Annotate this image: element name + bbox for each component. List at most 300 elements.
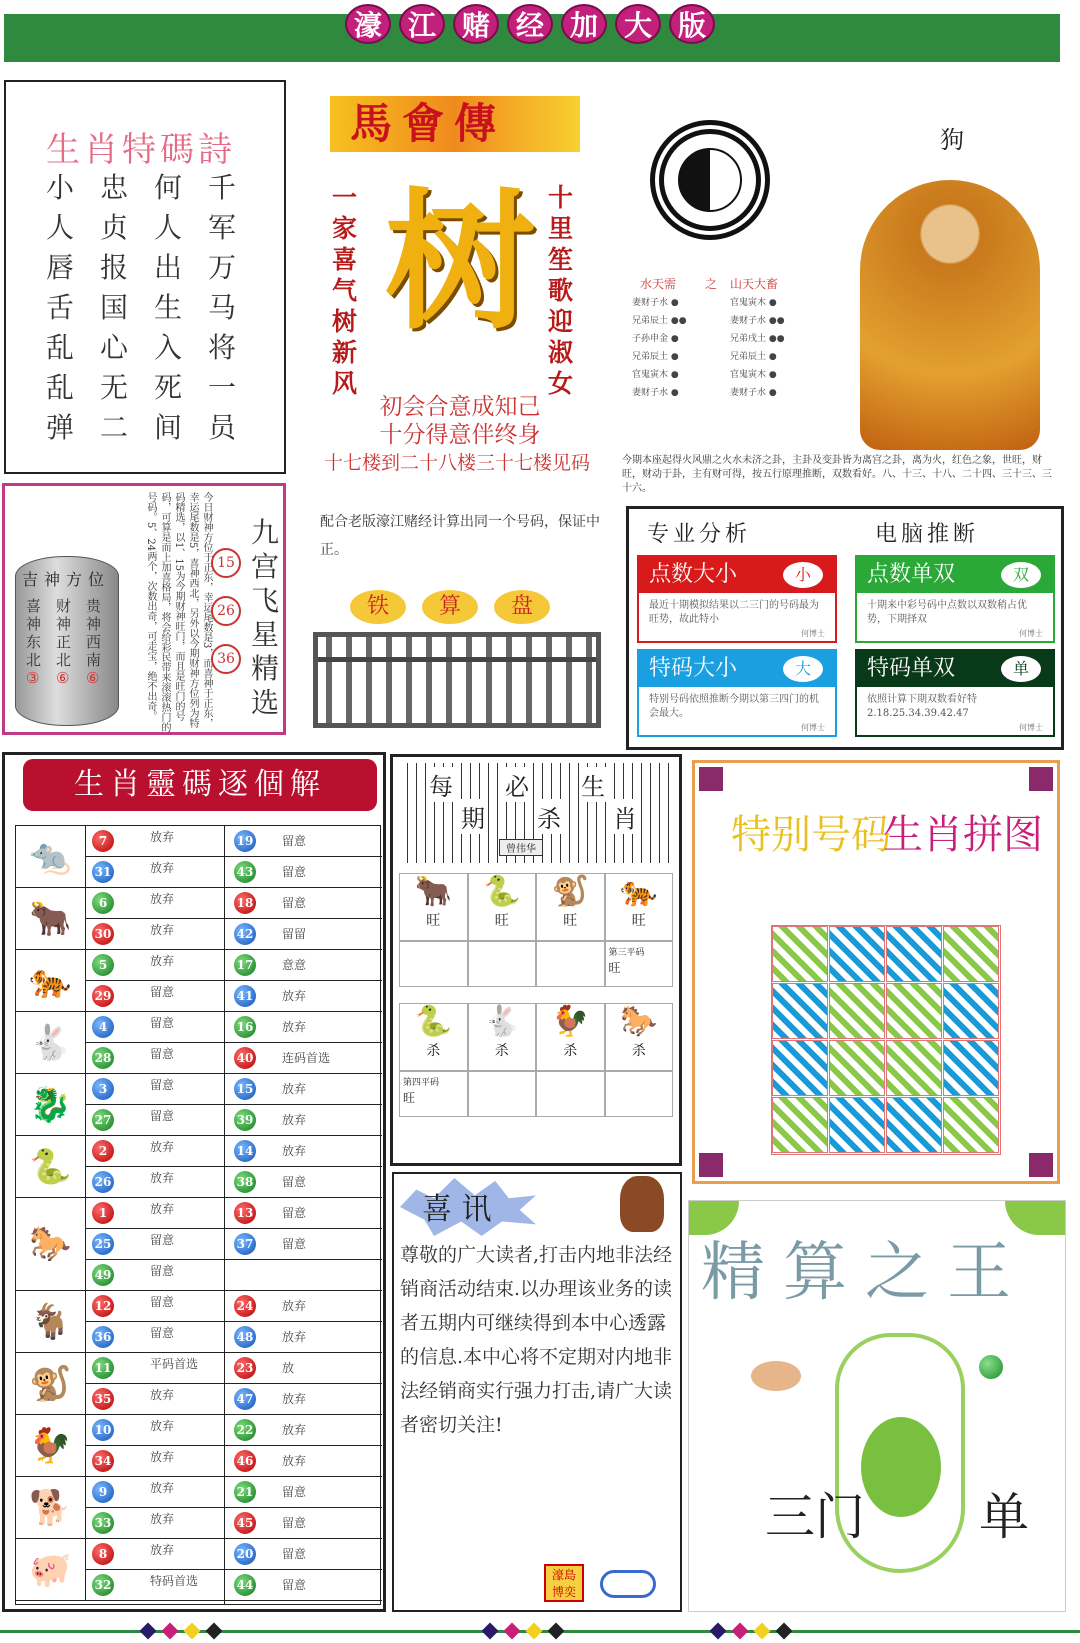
footer-dot-icon: [162, 1623, 179, 1640]
hexagram-heading-mid: 之: [705, 277, 718, 291]
jiugong-box: [2, 483, 286, 735]
poem-char: 人: [153, 211, 182, 244]
poem-char: 唇: [45, 251, 74, 284]
panel-body: 最近十期模拟结果以二三门的号码最为旺势，故此特小: [649, 600, 819, 625]
zodiac-status: 放弃: [150, 861, 175, 875]
panel-badge: 双: [1001, 562, 1041, 588]
zodiac-status: 放弃: [150, 1171, 175, 1185]
poem-char: 报: [99, 251, 128, 284]
zodiac-title: 生肖靈碼逐個解: [23, 759, 377, 811]
zodiac-status: 放弃: [150, 1388, 175, 1402]
number-ball: 28: [92, 1047, 114, 1069]
panel-badge: 大: [783, 656, 823, 682]
puzzle-grid: [771, 925, 1001, 1155]
jingsuan-box: [688, 1200, 1066, 1612]
zodiac-status: 留意: [150, 1233, 175, 1247]
animal-icon: 🐐: [16, 1291, 86, 1353]
puzzle-tile: [943, 1097, 999, 1153]
green-ball-icon: [979, 1355, 1003, 1379]
table-row: [86, 1383, 382, 1384]
number-ball: 32: [92, 1574, 114, 1596]
analysis-panel-head: [639, 557, 835, 593]
hexagram-row: 妻财子水 ●: [632, 388, 679, 398]
mahui-right-verse: 十里笙歌迎淑女: [548, 183, 574, 398]
puzzle-tile: [943, 926, 999, 982]
mqbs-mark: 旺: [563, 913, 578, 929]
animal-icon: 🐓: [551, 1004, 589, 1039]
puzzle-tile: [943, 983, 999, 1039]
animal-icon: 🐍: [16, 1136, 86, 1198]
number-ball: 29: [92, 985, 114, 1007]
mqbs-bottom-char: 肖: [611, 799, 639, 834]
mahui-big-char: 树: [384, 174, 535, 350]
number-ball: 31: [92, 861, 114, 883]
puzzle-tile: [886, 926, 942, 982]
zodiac-status: 留意: [282, 1547, 307, 1561]
number-ball: 33: [92, 1512, 114, 1534]
number-ball: 38: [234, 1171, 256, 1193]
animal-icon: 🐒: [16, 1353, 86, 1415]
panel-badge: 单: [1001, 656, 1041, 682]
number-ball: 1: [92, 1202, 114, 1224]
puzzle-tile: [829, 926, 885, 982]
mqbs-mark: 旺: [494, 913, 509, 929]
suanpan-label: 算: [422, 590, 478, 624]
animal-icon: 🐂: [16, 888, 86, 950]
number-ball: 22: [234, 1419, 256, 1441]
panel-sig: 何博士: [1019, 629, 1043, 638]
hexagram-row: 兄弟戌土 ●●: [730, 334, 785, 344]
sage-figure: [860, 180, 1040, 450]
hexagram-row: 妻财子水 ●: [632, 298, 679, 308]
suanpan-note: 配合老版濠江赌经计算出同一个号码，保证中正。: [320, 514, 600, 558]
suanpan-labels: [350, 590, 570, 630]
number-ball: 23: [234, 1357, 256, 1379]
puzzle-tile: [829, 1040, 885, 1096]
mqbs-mark: 旺: [426, 913, 441, 929]
hexagram-heading-right: 山天大畜: [730, 277, 779, 291]
cylinder-top: 吉神方位: [22, 570, 111, 589]
puzzle-box: [692, 760, 1060, 1184]
panel-heading: 点数大小: [649, 562, 738, 587]
mqbs-cell: [605, 1003, 674, 1071]
poem-char: 无: [99, 371, 128, 404]
panel-sig: 何博士: [801, 723, 825, 732]
zodiac-status: 放弃: [282, 1020, 307, 1034]
table-row: [86, 1011, 382, 1012]
hexagram-row: 官鬼寅木 ●: [632, 370, 679, 380]
number-ball: 35: [92, 1388, 114, 1410]
table-row: [86, 1445, 382, 1446]
panel-heading: 特码大小: [649, 656, 738, 681]
animal-icon: 🐎: [16, 1198, 86, 1291]
puzzle-tile: [886, 1097, 942, 1153]
mqbs-note-val: 旺: [403, 1091, 416, 1105]
animal-icon: 🐎: [620, 1004, 658, 1039]
table-row: [86, 1197, 382, 1198]
mqbs-cell: [399, 1003, 468, 1071]
analysis-panel-head: [857, 651, 1053, 687]
poem-char: 万: [207, 251, 236, 284]
puzzle-corner-br: [1029, 1153, 1053, 1177]
mqbs-cell: [399, 941, 468, 987]
zodiac-status: 留意: [150, 1047, 175, 1061]
mqbs-mark: 杀: [563, 1043, 578, 1059]
jiugong-numbers: [211, 548, 245, 688]
zodiac-status: 留意: [282, 1175, 307, 1189]
poem-char: 舌: [45, 291, 74, 324]
table-row: [86, 949, 382, 950]
table-row: [86, 1259, 382, 1260]
xixun-box: [392, 1172, 682, 1612]
hexagram-row: 兄弟辰土 ●: [632, 352, 679, 362]
mqbs-mark: 旺: [631, 913, 646, 929]
footer-dot-icon: [548, 1623, 565, 1640]
mqbs-cell: [468, 873, 537, 941]
poem-char: 出: [153, 251, 182, 284]
xixun-stamp: 濠島 博奕: [544, 1564, 584, 1602]
poem-column: [94, 166, 134, 446]
zodiac-status: 放弃: [282, 1113, 307, 1127]
zodiac-status: 放弃: [150, 830, 175, 844]
xixun-logo-icon: [600, 1570, 656, 1598]
zodiac-status: 留意: [150, 1326, 175, 1340]
analysis-panel-head: [639, 651, 835, 687]
poem-char: 乱: [45, 371, 74, 404]
poem-char: 国: [99, 291, 128, 324]
poem-char: 死: [153, 371, 182, 404]
zodiac-status: 放弃: [282, 1330, 307, 1344]
number-ball: 26: [92, 1171, 114, 1193]
table-row: [86, 1414, 382, 1415]
number-ball: 39: [234, 1109, 256, 1131]
number-ball: 47: [234, 1388, 256, 1410]
analysis-panel: [855, 649, 1055, 737]
puzzle-tile: [829, 1097, 885, 1153]
zodiac-box: [2, 752, 386, 1612]
puzzle-tile: [886, 1040, 942, 1096]
zodiac-status: 留意: [150, 1078, 175, 1092]
zodiac-status: 留意: [282, 834, 307, 848]
footer-dot-icon: [184, 1623, 201, 1640]
puzzle-corner-tl: [699, 767, 723, 791]
table-row: [86, 1073, 382, 1074]
hexagram-row: 妻财子水 ●: [730, 388, 777, 398]
title-char: 赌: [453, 4, 499, 44]
yinyang-icon: [678, 148, 742, 212]
mqbs-note-val: 旺: [608, 961, 621, 975]
number-ball: 25: [92, 1233, 114, 1255]
mqbs-note: 第三平码: [608, 948, 645, 958]
table-row: [86, 1352, 382, 1353]
mqbs-cell: [605, 873, 674, 941]
number-ball: 37: [234, 1233, 256, 1255]
number-ball: 12: [92, 1295, 114, 1317]
title-char: 大: [615, 4, 661, 44]
footer-dot-icon: [482, 1623, 499, 1640]
analysis-box: [626, 506, 1064, 750]
xixun-title: 喜 讯: [422, 1192, 492, 1227]
number-ball: 48: [234, 1326, 256, 1348]
puzzle-tile: [772, 1097, 828, 1153]
analysis-panel: [855, 555, 1055, 643]
poem-char: 千: [207, 171, 236, 204]
poem-char: 一: [207, 371, 236, 404]
footer-dot-icon: [776, 1623, 793, 1640]
zodiac-table: [15, 825, 381, 1605]
hexagram-row: 兄弟辰土 ●●: [632, 316, 687, 326]
number-ball: 19: [234, 830, 256, 852]
poem-char: 二: [99, 411, 128, 444]
title-char: 江: [399, 4, 445, 44]
footer-dot-icon: [710, 1623, 727, 1640]
number-ball: 2: [92, 1140, 114, 1162]
number-ball: 14: [234, 1140, 256, 1162]
suanpan-label: 盘: [494, 590, 550, 624]
number-ball: 15: [234, 1078, 256, 1100]
zodiac-status: 放弃: [150, 923, 175, 937]
mahui-left-verse: 一家喜气树新风: [332, 183, 358, 398]
title-char: 濠: [345, 4, 391, 44]
mqbs-cell: [399, 873, 468, 941]
poem-char: 小: [45, 171, 74, 204]
mqbs-grid: [399, 873, 673, 1153]
number-ball: 16: [234, 1016, 256, 1038]
table-row: [86, 1042, 382, 1043]
number-ball: 9: [92, 1481, 114, 1503]
mahui-title: 馬會傳: [330, 96, 580, 152]
poem-char: 贞: [99, 211, 128, 244]
footer-dot-icon: [754, 1623, 771, 1640]
poem-column: [148, 166, 188, 446]
jingsuan-right: 单: [979, 1488, 1029, 1546]
footer-dot-icon: [504, 1623, 521, 1640]
mqbs-cell: [536, 941, 605, 987]
poem-char: 军: [207, 211, 236, 244]
lucky-number: 15: [211, 548, 241, 578]
cylinder-col: [26, 597, 46, 687]
number-ball: 20: [234, 1543, 256, 1565]
number-ball: 41: [234, 985, 256, 1007]
mqbs-cell: [536, 1071, 605, 1117]
mqbs-cell: [605, 1071, 674, 1117]
poem-column: [202, 166, 242, 446]
panel-body: 十期来中彩号码中点数以双数稍占优势，下期择双: [867, 600, 1027, 625]
mqbs-top-char: 每: [427, 767, 455, 802]
mahui-line2: 十分得意伴终身: [379, 422, 541, 448]
hexagram-row: 兄弟辰土 ●: [730, 352, 777, 362]
zodiac-status: 放弃: [282, 1392, 307, 1406]
animal-icon: 🐍: [483, 874, 521, 909]
pig-icon: [751, 1361, 801, 1391]
number-ball: 10: [92, 1419, 114, 1441]
pear-core: [861, 1417, 941, 1517]
table-row: [86, 1321, 382, 1322]
mqbs-bottom-char: 杀: [535, 799, 563, 834]
cylinder-num: ③: [26, 669, 40, 687]
jingsuan-title: 精算之王: [701, 1236, 1029, 1310]
footer-dot-icon: [206, 1623, 223, 1640]
jiugong-text: 今日财神方位于正东，幸运尾数是3，而喜神于正东，幸运尾数是5，喜神西北，另外以今期财神方位列为特码精选，以1、15为今期财神旺门，而且是旺门的号码，可算是而上加喜格局，将会给彩民带来滚滚热门的号码。5、24两个，次数出奇，可走宝，绝不出奇。: [145, 492, 212, 732]
hexagram-heading-left: 水天需: [640, 277, 677, 291]
zodiac-status: 留意: [282, 865, 307, 879]
panel-sig: 何博士: [801, 629, 825, 638]
number-ball: 43: [234, 861, 256, 883]
animal-icon: 🐕: [16, 1477, 86, 1539]
cylinder-text: 喜神东北: [26, 597, 42, 669]
zodiac-status: 平码首选: [150, 1357, 199, 1371]
zodiac-status: 放弃: [282, 1082, 307, 1096]
bagua-section: [620, 70, 1060, 500]
zodiac-status: 留意: [150, 1109, 175, 1123]
zodiac-status: 放弃: [282, 1423, 307, 1437]
hexagram-row: 子孙申金 ●: [632, 334, 679, 344]
dog-label: 狗: [940, 126, 964, 154]
number-ball: 11: [92, 1357, 114, 1379]
mahui-section: [310, 92, 600, 492]
table-row: [86, 1507, 382, 1508]
jiugong-cylinder: [15, 556, 119, 726]
number-ball: 27: [92, 1109, 114, 1131]
poem-char: 马: [207, 291, 236, 324]
mahui-line3: 十七楼到二十八楼三十七楼见码: [323, 452, 590, 474]
zodiac-status: 留意: [282, 1485, 307, 1499]
abacus: [313, 632, 601, 728]
number-ball: 44: [234, 1574, 256, 1596]
zodiac-status: 放: [282, 1361, 295, 1375]
zodiac-status: 特码首选: [150, 1574, 199, 1588]
zodiac-status: 放弃: [282, 1454, 307, 1468]
mqbs-badge: 曾伟华: [499, 839, 543, 856]
zodiac-status: 留意: [282, 1206, 307, 1220]
table-row: [86, 918, 382, 919]
poem-char: 乱: [45, 331, 74, 364]
analysis-panel: [637, 649, 837, 737]
cylinder-col: [56, 597, 76, 687]
animal-icon: 🐅: [16, 950, 86, 1012]
table-row: [86, 1135, 382, 1136]
animal-icon: 🐇: [483, 1004, 521, 1039]
mqbs-header: [399, 763, 673, 863]
table-row: [86, 1228, 382, 1229]
mqbs-cell: [468, 1003, 537, 1071]
zodiac-status: 放弃: [150, 1140, 175, 1154]
zodiac-status: 放弃: [150, 1481, 175, 1495]
animal-icon: 🐖: [16, 1539, 86, 1601]
poem-char: 间: [153, 411, 182, 444]
mqbs-mark: 杀: [426, 1043, 441, 1059]
panel-sig: 何博士: [1019, 723, 1043, 732]
table-row: [86, 1600, 382, 1601]
puzzle-tile: [772, 926, 828, 982]
mqbs-top-char: 必: [503, 767, 531, 802]
animal-icon: 🐉: [16, 1074, 86, 1136]
number-ball: 18: [234, 892, 256, 914]
poem-char: 忠: [99, 171, 128, 204]
zodiac-status: 放弃: [282, 1299, 307, 1313]
number-ball: 5: [92, 954, 114, 976]
zodiac-status: 留意: [282, 1578, 307, 1592]
horse-head-icon: [620, 1176, 664, 1232]
panel-badge: 小: [783, 562, 823, 588]
mqbs-cell: [468, 1071, 537, 1117]
footer-dot-icon: [140, 1623, 157, 1640]
hexagram-row: 官鬼寅木 ●: [730, 370, 777, 380]
animal-icon: 🐍: [414, 1004, 452, 1039]
abacus-beam: [318, 657, 596, 662]
number-ball: 42: [234, 923, 256, 945]
zodiac-status: 放弃: [150, 1419, 175, 1433]
poem-char: 弹: [45, 411, 74, 444]
lucky-number: 26: [211, 596, 241, 626]
mqbs-top-char: 生: [579, 767, 607, 802]
number-ball: 7: [92, 830, 114, 852]
zodiac-status: 留留: [282, 927, 307, 941]
hexagram-left-rows: [632, 294, 687, 402]
number-ball: 49: [92, 1264, 114, 1286]
hexagram-row: 妻财子水 ●●: [730, 316, 785, 326]
poem-char: 入: [153, 331, 182, 364]
table-row: [86, 1290, 382, 1291]
animal-icon: 🐒: [551, 874, 589, 909]
zodiac-status: 放弃: [282, 989, 307, 1003]
zodiac-status: 连码首选: [282, 1051, 331, 1065]
puzzle-tile: [886, 983, 942, 1039]
cylinder-num: ⑥: [86, 669, 100, 687]
zodiac-status: 留意: [150, 1264, 175, 1278]
lucky-number: 36: [211, 644, 241, 674]
number-ball: 6: [92, 892, 114, 914]
mqbs-mark: 杀: [494, 1043, 509, 1059]
suanpan-label: 铁: [350, 590, 406, 624]
puzzle-tile: [772, 1040, 828, 1096]
table-row: [86, 1166, 382, 1167]
analysis-panel-head: [857, 557, 1053, 593]
panel-body: 特别号码依照推断今期以第三四门的机会最大。: [649, 694, 819, 719]
mqbs-cell: [536, 873, 605, 941]
number-ball: 3: [92, 1078, 114, 1100]
zodiac-status: 留意: [150, 985, 175, 999]
number-ball: 17: [234, 954, 256, 976]
mqbs-box: [390, 754, 682, 1166]
mqbs-cell: [468, 941, 537, 987]
animal-icon: 🐓: [16, 1415, 86, 1477]
analysis-left-title: 专业分析: [647, 522, 752, 547]
hexagram-right-rows: [730, 294, 785, 402]
cylinder-num: ⑥: [56, 669, 70, 687]
jingsuan-left: 三门: [765, 1488, 865, 1546]
zodiac-status: 放弃: [150, 892, 175, 906]
zodiac-status: 留意: [282, 1237, 307, 1251]
table-row: [86, 980, 382, 981]
header-title: [345, 0, 725, 50]
cylinder-cols: [26, 597, 116, 717]
table-row: [86, 1569, 382, 1570]
poem-box: [4, 80, 286, 474]
mqbs-bottom-char: 期: [459, 799, 487, 834]
animal-icon: 🐂: [414, 874, 452, 909]
number-ball: 40: [234, 1047, 256, 1069]
zodiac-status: 放弃: [150, 1450, 175, 1464]
zodiac-status: 留意: [150, 1295, 175, 1309]
poem-char: 何: [153, 171, 182, 204]
poem-char: 生: [153, 291, 182, 324]
table-row: [86, 856, 382, 857]
number-ball: 45: [234, 1512, 256, 1534]
footer-dot-icon: [732, 1623, 749, 1640]
analysis-right-title: 电脑推断: [875, 522, 980, 547]
zodiac-status: 留意: [282, 896, 307, 910]
